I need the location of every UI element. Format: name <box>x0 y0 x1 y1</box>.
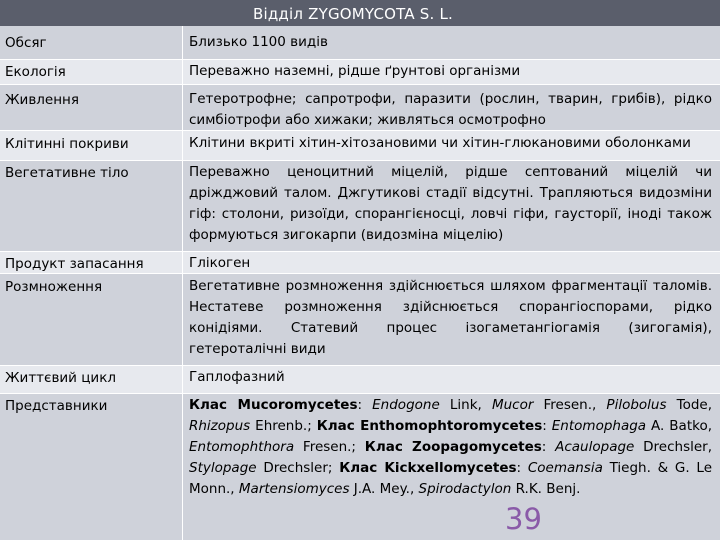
row-label-nutrition: Живлення <box>5 92 79 108</box>
row-value-ecology: Переважно наземні, рідше ґрунтові організми <box>189 63 521 79</box>
row-label-storage-product: Продукт запасання <box>5 256 144 272</box>
author: Tiegh. & G. Le Monn., <box>189 460 712 497</box>
genus-name: Stylopage <box>189 460 257 476</box>
author: Drechsler; <box>256 460 340 476</box>
genus-name: Entomophthora <box>189 439 295 455</box>
row-value-nutrition: Гетеротрофне; сапротрофи, паразити (рослин, тварин, грибів), рідко симбіотрофи або хижаки; живляться осмотрофно <box>189 91 712 128</box>
row-divider <box>0 251 720 252</box>
page-number: 39 <box>505 502 542 536</box>
genus-name: Acaulopage <box>555 439 635 455</box>
row-value-volume: Близько 1100 видів <box>189 34 328 50</box>
class-enthomophtoromycetes: Клас Enthomophtoromycetes <box>316 418 543 434</box>
row-label-representatives: Представники <box>5 398 108 414</box>
class-kickxellomycetes: Клас Kickxellomycetes <box>339 460 517 476</box>
genus-name: Mucor <box>491 397 534 413</box>
genus-name: Spirodactylon <box>418 481 512 497</box>
row-value-cell-walls: Клітини вкриті хітин-хітозановими чи хітин-глюкановими оболонками <box>189 135 691 151</box>
row-label-ecology: Екологія <box>5 64 66 80</box>
class-mucoromycetes: Клас Mucoromycetes <box>189 397 358 413</box>
row-divider <box>0 393 720 394</box>
author: J.A. Mey., <box>349 481 419 497</box>
row-divider <box>0 84 720 85</box>
row-value-reproduction: Вегетативне розмноження здійснюється шляхом фрагментації таломів. Нестатеве розмноження здійснюється спорангіоспорами, рідко конідіями. Статевий процес ізогаметангіогамія (зигогамія), гетероталічні види <box>189 278 712 357</box>
row-value-life-cycle: Гаплофазний <box>189 369 285 385</box>
author: Fresen.; <box>294 439 365 455</box>
row-label-reproduction: Розмноження <box>5 279 103 295</box>
genus-name: Pilobolus <box>606 397 667 413</box>
row-label-volume: Обсяг <box>5 35 47 51</box>
title-bar <box>0 0 720 26</box>
author: R.K. Benj. <box>511 481 581 497</box>
genus-name: Entomophaga <box>551 418 647 434</box>
author: Link, <box>439 397 492 413</box>
author: A. Batko, <box>646 418 712 434</box>
row-divider <box>0 59 720 60</box>
separator: : <box>541 439 556 455</box>
row-label-life-cycle: Життєвий цикл <box>5 370 116 386</box>
genus-name: Rhizopus <box>189 418 251 434</box>
separator: : <box>357 397 373 413</box>
row-value-vegetative-body: Переважно ценоцитний міцелій, рідше септований міцелій чи дріжджовий талом. Джгутикові стадії відсутні. Трапляються видозміни гіф: столони, ризоїди, спорангієносці, ловчі гіфи, гаусторії, іноді також формуються зигокарпи (видозміна міцелію) <box>189 164 712 243</box>
row-label-cell-walls: Клітинні покриви <box>5 136 129 152</box>
row-divider <box>0 365 720 366</box>
column-divider <box>182 26 183 540</box>
author: Tode, <box>666 397 712 413</box>
page-title: Відділ ZYGOMYCOTA S. L. <box>253 5 453 23</box>
row-divider <box>0 160 720 161</box>
separator: : <box>516 460 528 476</box>
row-value-storage-product: Глікоген <box>189 255 251 271</box>
author: Fresen., <box>533 397 607 413</box>
class-zoopagomycetes: Клас Zoopagomycetes <box>364 439 542 455</box>
genus-name: Coemansia <box>527 460 603 476</box>
separator: : <box>542 418 552 434</box>
row-value-representatives <box>189 395 712 500</box>
genus-name: Martensiomyces <box>238 481 350 497</box>
genus-name: Endogone <box>372 397 440 413</box>
author: Ehrenb.; <box>250 418 317 434</box>
author: Drechsler, <box>634 439 713 455</box>
row-label-vegetative-body: Вегетативне тіло <box>5 165 129 181</box>
